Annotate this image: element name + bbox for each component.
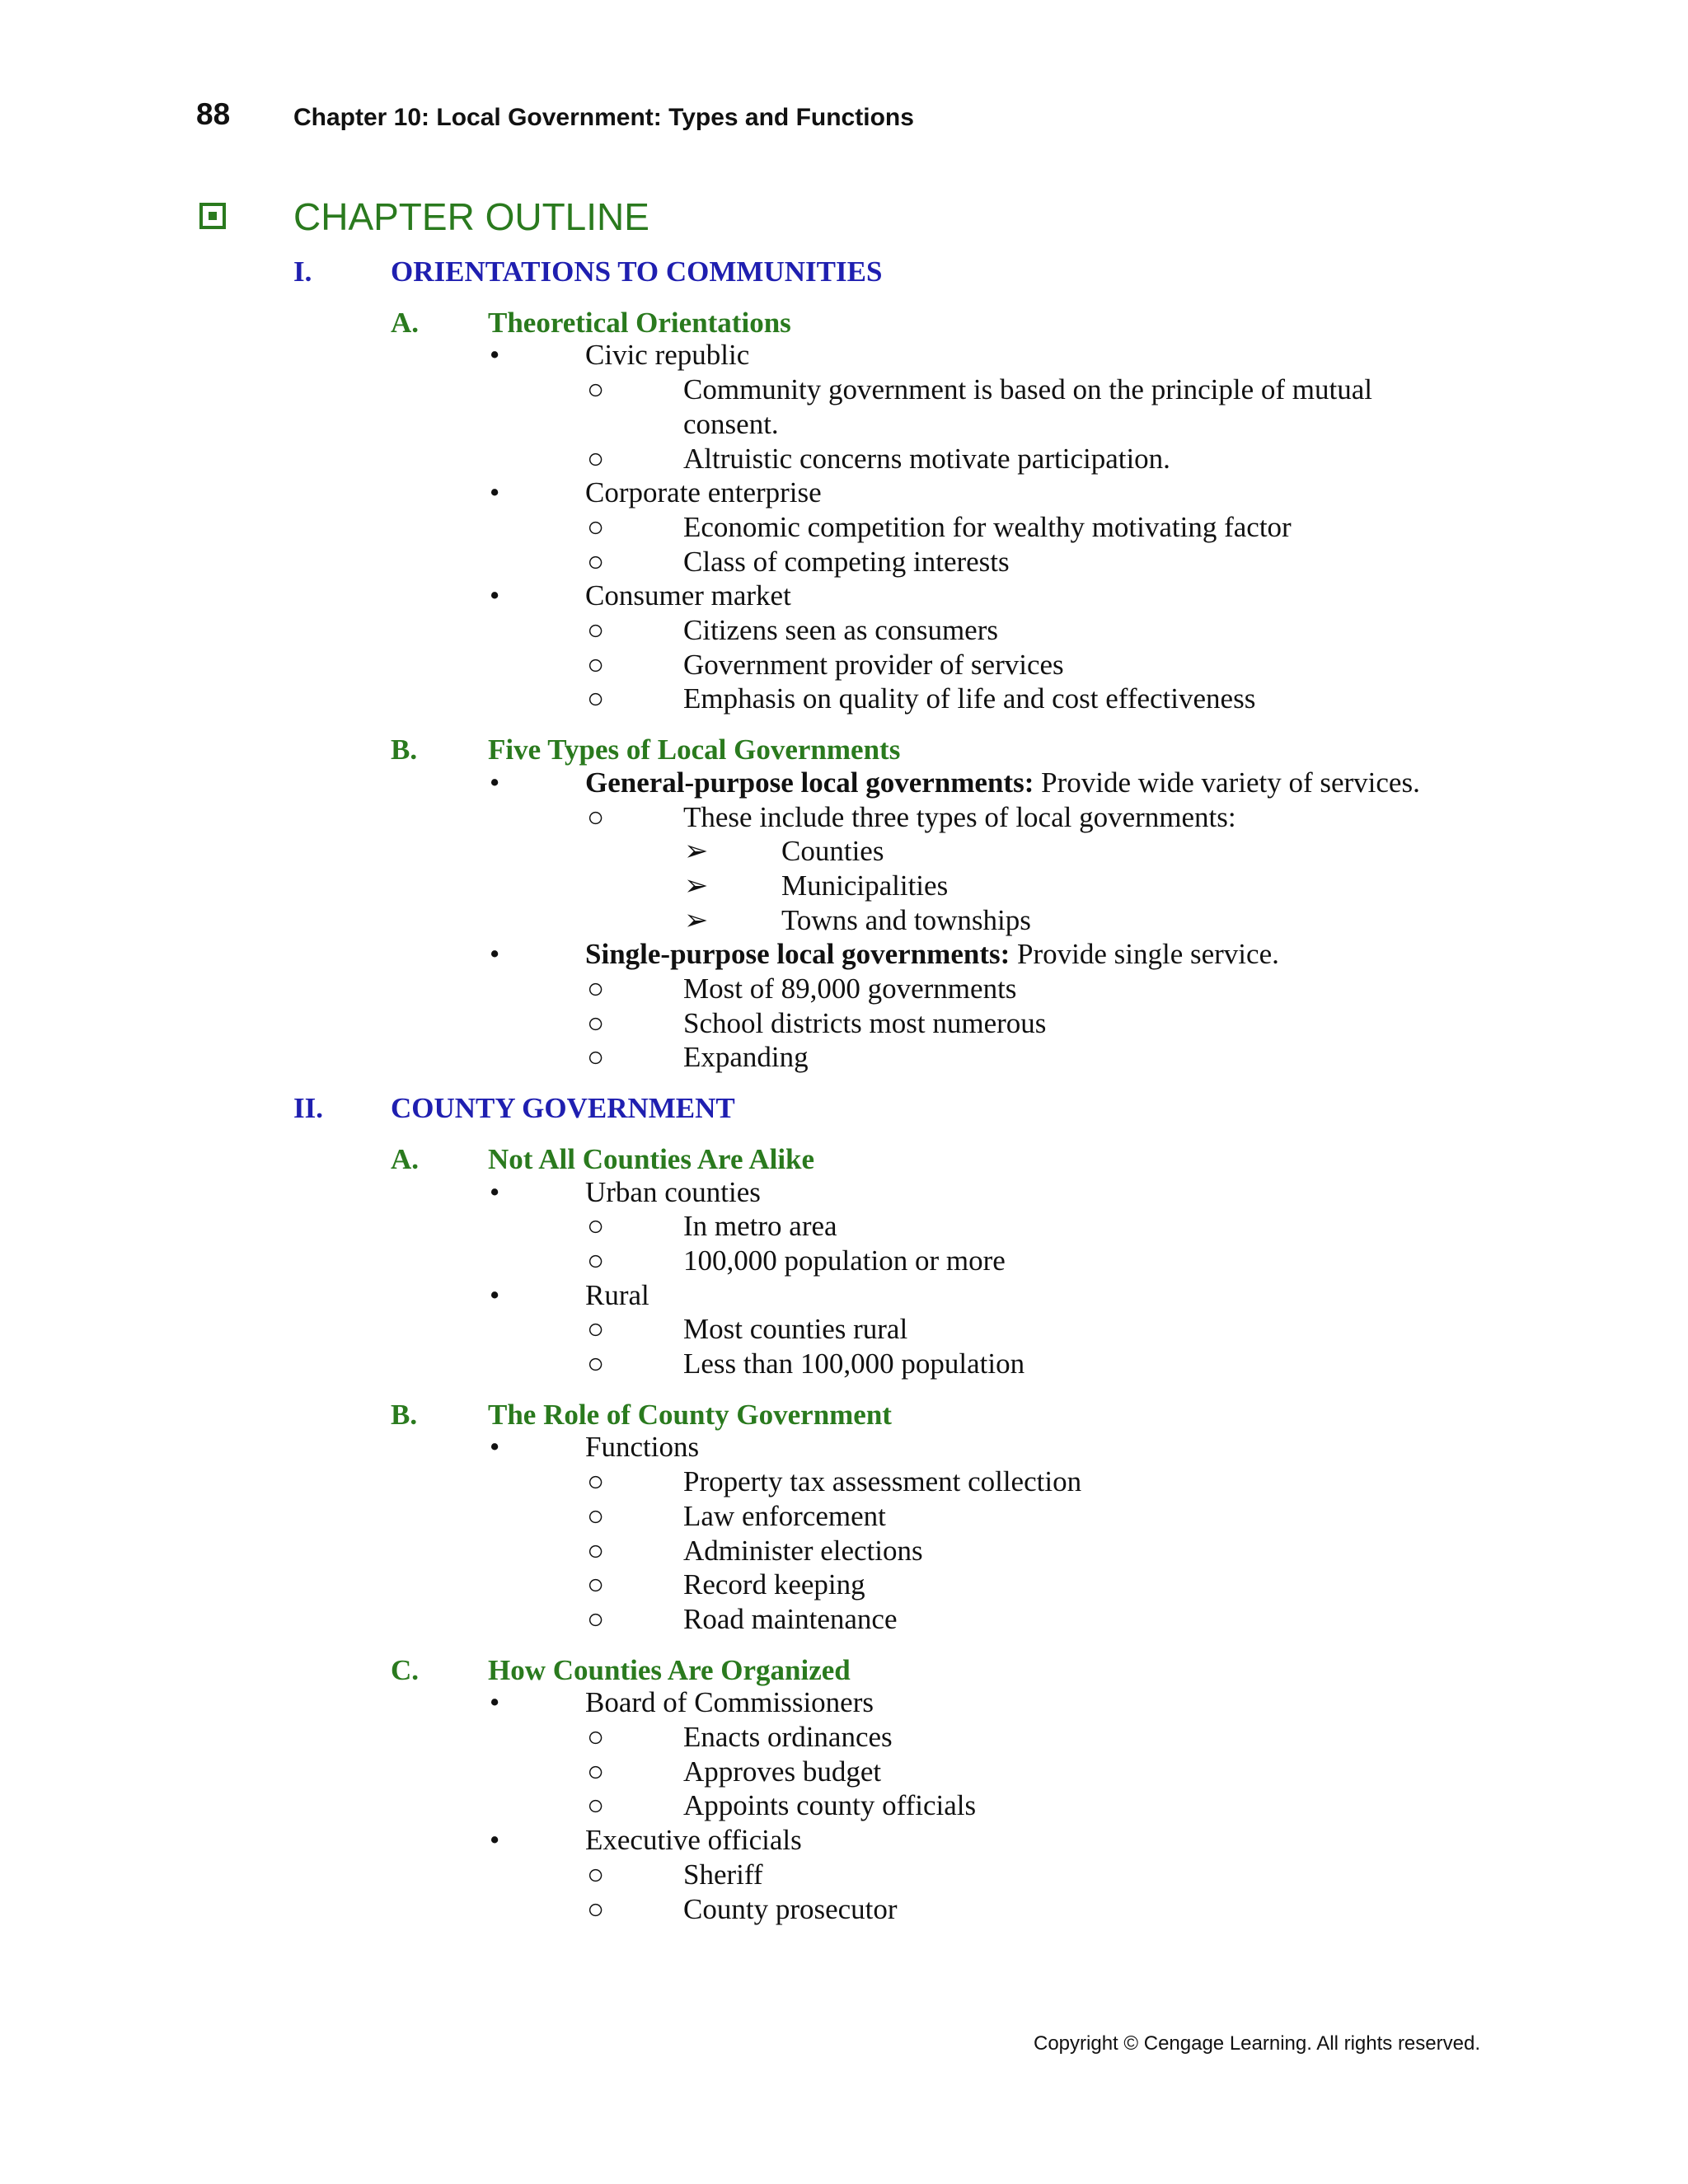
circle-bullet-icon: ○ <box>587 1006 605 1039</box>
chapter-title: Chapter 10: Local Government: Types and Functions <box>293 104 914 131</box>
circle-bullet-icon: ○ <box>587 682 605 715</box>
item-text: Provide single service. <box>1010 938 1279 971</box>
item-text: Less than 100,000 population <box>683 1347 1025 1380</box>
circle-bullet-icon: ○ <box>587 1210 605 1243</box>
item-text: Expanding <box>683 1041 809 1074</box>
square-dot-icon <box>199 203 226 229</box>
bullet-icon: • <box>490 339 500 372</box>
circle-bullet-icon: ○ <box>587 648 605 681</box>
outline-marker: I. <box>293 255 312 288</box>
circle-bullet-icon: ○ <box>587 1313 605 1346</box>
circle-bullet-icon: ○ <box>587 442 605 475</box>
circle-bullet-icon: ○ <box>587 800 605 833</box>
circle-bullet-icon: ○ <box>587 510 605 543</box>
item-text: Road maintenance <box>683 1602 898 1635</box>
item-text: Counties <box>781 835 884 868</box>
circle-bullet-icon: ○ <box>587 1499 605 1532</box>
outline-marker: B. <box>391 1398 418 1431</box>
item-text: Property tax assessment collection <box>683 1465 1082 1498</box>
item-text: Civic republic <box>585 339 750 372</box>
bullet-icon: • <box>490 476 500 509</box>
outline-marker: A. <box>391 306 420 339</box>
circle-bullet-icon: ○ <box>587 1755 605 1788</box>
item-text: Community government is based on the principle of mutual <box>683 373 1372 406</box>
item-text: Class of competing interests <box>683 545 1010 578</box>
circle-bullet-icon: ○ <box>587 1721 605 1753</box>
item-text: County prosecutor <box>683 1892 898 1925</box>
item-text: Provide wide variety of services. <box>1034 766 1420 799</box>
item-text: Record keeping <box>683 1568 865 1601</box>
bullet-icon: • <box>490 766 500 799</box>
circle-bullet-icon: ○ <box>587 1534 605 1567</box>
bullet-icon: • <box>490 579 500 612</box>
term-label: General-purpose local governments: <box>585 766 1034 799</box>
item-text: Altruistic concerns motivate participation. <box>683 442 1170 475</box>
page-number: 88 <box>196 97 231 131</box>
item-text: Most of 89,000 governments <box>683 972 1017 1005</box>
bullet-icon: • <box>490 1431 500 1464</box>
item-text: Consumer market <box>585 579 791 612</box>
arrow-bullet-icon: ➢ <box>684 835 709 868</box>
item-text: Board of Commissioners <box>585 1686 874 1719</box>
item-text: COUNTY GOVERNMENT <box>391 1092 735 1125</box>
bullet-icon: • <box>490 938 500 971</box>
circle-bullet-icon: ○ <box>587 1892 605 1925</box>
circle-bullet-icon: ○ <box>587 1347 605 1380</box>
term-label: Single-purpose local governments: <box>585 938 1010 971</box>
item-text: In metro area <box>683 1210 837 1243</box>
item-text: Municipalities <box>781 869 949 902</box>
circle-bullet-icon: ○ <box>587 1568 605 1601</box>
item-text: ORIENTATIONS TO COMMUNITIES <box>391 255 883 288</box>
item-text: Executive officials <box>585 1824 802 1857</box>
item-text: School districts most numerous <box>683 1006 1047 1039</box>
circle-bullet-icon: ○ <box>587 545 605 578</box>
item-text: Enacts ordinances <box>683 1721 893 1753</box>
item-text: Theoretical Orientations <box>488 306 791 339</box>
copyright-footer: Copyright © Cengage Learning. All rights reserved. <box>1034 2032 1480 2055</box>
item-text: Sheriff <box>683 1858 763 1891</box>
item-text: Appoints county officials <box>683 1789 977 1822</box>
item-text: consent. <box>683 407 779 440</box>
circle-bullet-icon: ○ <box>587 1465 605 1498</box>
circle-bullet-icon: ○ <box>587 1244 605 1277</box>
item-text: Citizens seen as consumers <box>683 614 998 646</box>
circle-bullet-icon: ○ <box>587 1041 605 1074</box>
outline-marker: C. <box>391 1653 420 1686</box>
item-text: Emphasis on quality of life and cost effectiveness <box>683 682 1256 715</box>
item-text: Economic competition for wealthy motivating factor <box>683 510 1292 543</box>
bullet-icon: • <box>490 1278 500 1311</box>
bullet-icon: • <box>490 1824 500 1857</box>
item-text: Five Types of Local Governments <box>488 733 901 766</box>
item-text: Law enforcement <box>683 1499 886 1532</box>
outline-marker: II. <box>293 1092 323 1125</box>
item-text: Functions <box>585 1431 700 1464</box>
circle-bullet-icon: ○ <box>587 1789 605 1822</box>
item-text: Towns and townships <box>781 903 1031 936</box>
item-text: Corporate enterprise <box>585 476 822 509</box>
circle-bullet-icon: ○ <box>587 373 605 406</box>
item-text: Administer elections <box>683 1534 923 1567</box>
outline-heading: CHAPTER OUTLINE <box>293 195 649 238</box>
item-text: Government provider of services <box>683 648 1064 681</box>
item-text: Urban counties <box>585 1175 761 1208</box>
outline-marker: A. <box>391 1142 420 1175</box>
item-text: Not All Counties Are Alike <box>488 1142 815 1175</box>
bullet-icon: • <box>490 1686 500 1719</box>
circle-bullet-icon: ○ <box>587 614 605 646</box>
bullet-icon: • <box>490 1175 500 1208</box>
arrow-bullet-icon: ➢ <box>684 903 709 936</box>
item-text: Rural <box>585 1278 649 1311</box>
circle-bullet-icon: ○ <box>587 1602 605 1635</box>
circle-bullet-icon: ○ <box>587 972 605 1005</box>
item-text: The Role of County Government <box>488 1398 892 1431</box>
circle-bullet-icon: ○ <box>587 1858 605 1891</box>
outline-marker: B. <box>391 733 418 766</box>
item-text: Most counties rural <box>683 1313 908 1346</box>
item-text: These include three types of local governments: <box>683 800 1236 833</box>
arrow-bullet-icon: ➢ <box>684 869 709 902</box>
item-text: 100,000 population or more <box>683 1244 1006 1277</box>
item-text: How Counties Are Organized <box>488 1653 851 1686</box>
item-text: Approves budget <box>683 1755 882 1788</box>
